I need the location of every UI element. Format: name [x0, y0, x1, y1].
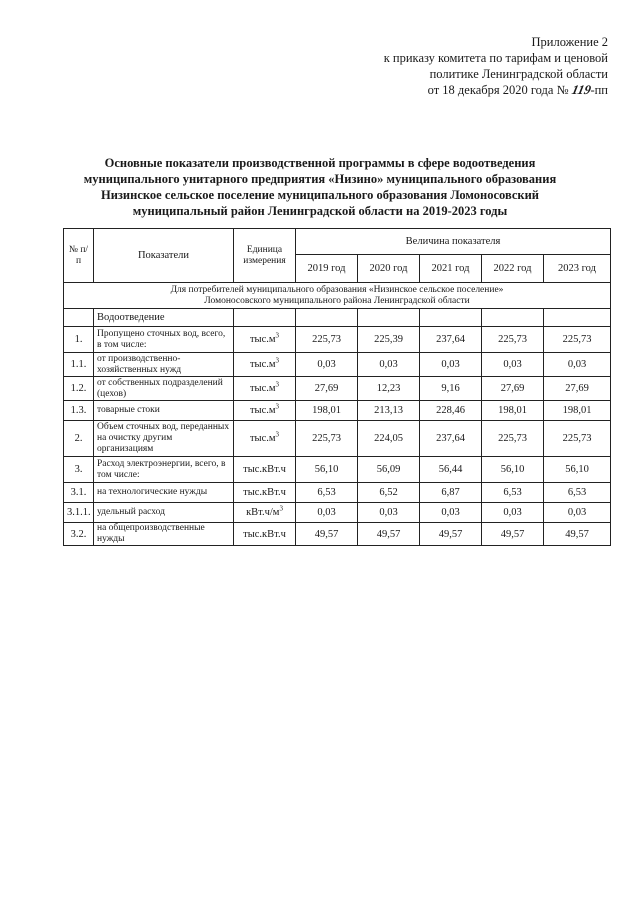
row-unit — [234, 421, 296, 457]
header-num: № п/п — [64, 229, 94, 283]
row-unit — [234, 483, 296, 503]
row-value: 0,03 — [482, 503, 544, 523]
unit-superscript: 3 — [275, 430, 280, 439]
row-indicator: товарные стоки — [94, 401, 234, 421]
row-value: 49,57 — [544, 523, 611, 546]
row-value: 213,13 — [358, 401, 420, 421]
row-value: 225,73 — [296, 327, 358, 353]
table-row — [64, 503, 611, 523]
header-indicator: Показатели — [94, 229, 234, 283]
document-title — [40, 155, 600, 219]
row-value: 56,10 — [296, 457, 358, 483]
row-value: 225,73 — [544, 421, 611, 457]
row-indicator: от производственно-хозяйственных нужд — [94, 353, 234, 377]
table-row — [64, 523, 611, 546]
row-value: 225,39 — [358, 327, 420, 353]
row-value: 6,53 — [296, 483, 358, 503]
table-row — [64, 457, 611, 483]
table-row — [64, 483, 611, 503]
row-value: 27,69 — [296, 377, 358, 401]
row-value: 0,03 — [482, 353, 544, 377]
row-value: 198,01 — [544, 401, 611, 421]
row-indicator: на общепроизводственные нужды — [94, 523, 234, 546]
row-unit — [234, 377, 296, 401]
row-value: 49,57 — [296, 523, 358, 546]
header-value-group: Величина показателя — [296, 229, 611, 255]
row-value: 0,03 — [544, 503, 611, 523]
row-value: 49,57 — [420, 523, 482, 546]
header-year: 2023 год — [544, 255, 611, 283]
unit-superscript: 3 — [275, 331, 280, 340]
row-value: 56,10 — [482, 457, 544, 483]
row-value: 198,01 — [296, 401, 358, 421]
row-num: 1.1. — [64, 353, 94, 377]
subsection-label: Водоотведение — [94, 309, 234, 327]
order-number: 119 — [570, 82, 593, 97]
row-num: 1.3. — [64, 401, 94, 421]
row-value: 224,05 — [358, 421, 420, 457]
row-value: 6,52 — [358, 483, 420, 503]
row-unit — [234, 457, 296, 483]
annex-line-1: Приложение 2 — [531, 35, 608, 49]
table-row — [64, 353, 611, 377]
row-num: 1.2. — [64, 377, 94, 401]
row-unit — [234, 523, 296, 546]
annex-header — [308, 34, 608, 98]
row-value: 225,73 — [544, 327, 611, 353]
row-value: 0,03 — [296, 353, 358, 377]
row-indicator: на технологические нужды — [94, 483, 234, 503]
title-line-4: муниципальный район Ленинградской области на 2019-2023 годы — [132, 204, 508, 218]
row-value: 6,53 — [544, 483, 611, 503]
title-line-1: Основные показатели производственной программы в сфере водоотведения — [104, 156, 536, 170]
row-value: 0,03 — [358, 353, 420, 377]
unit-superscript: 3 — [275, 380, 280, 389]
row-value: 49,57 — [358, 523, 420, 546]
section-title — [64, 283, 611, 309]
row-value: 198,01 — [482, 401, 544, 421]
annex-line-2: к приказу комитета по тарифам и ценовой — [383, 51, 608, 65]
row-value: 12,23 — [358, 377, 420, 401]
row-value: 6,87 — [420, 483, 482, 503]
unit-text: тыс.кВт.ч — [243, 464, 286, 475]
section-title-line-2: Ломоносовского муниципального района Ленинградской области — [204, 295, 470, 306]
row-value: 0,03 — [544, 353, 611, 377]
header-unit: Единица измерения — [234, 229, 296, 283]
section-title-line-1: Для потребителей муниципального образования «Низинское сельское поселение» — [170, 284, 504, 295]
row-value: 237,64 — [420, 327, 482, 353]
unit-text: тыс.м — [249, 359, 276, 370]
table-row — [64, 377, 611, 401]
row-value: 0,03 — [420, 353, 482, 377]
row-unit — [234, 327, 296, 353]
title-line-2: муниципального унитарного предприятия «Низино» муниципального образования — [83, 172, 557, 186]
row-value: 0,03 — [358, 503, 420, 523]
unit-text: тыс.кВт.ч — [243, 487, 286, 498]
annex-date-prefix: от 18 декабря 2020 года № — [427, 83, 569, 97]
row-num: 3. — [64, 457, 94, 483]
unit-superscript: 3 — [275, 356, 280, 365]
row-value: 225,73 — [482, 327, 544, 353]
row-value: 225,73 — [482, 421, 544, 457]
order-suffix: -пп — [590, 83, 608, 97]
row-indicator: удельный расход — [94, 503, 234, 523]
row-value: 27,69 — [544, 377, 611, 401]
header-year: 2021 год — [420, 255, 482, 283]
header-year: 2020 год — [358, 255, 420, 283]
row-indicator: Расход электроэнергии, всего, в том числе: — [94, 457, 234, 483]
unit-text: тыс.м — [249, 405, 276, 416]
header-year: 2019 год — [296, 255, 358, 283]
row-num: 1. — [64, 327, 94, 353]
unit-text: тыс.м — [249, 433, 276, 444]
title-line-3: Низинское сельское поселение муниципального образования Ломоносовский — [100, 188, 540, 202]
unit-superscript: 3 — [279, 504, 283, 513]
unit-text: кВт.ч/м — [246, 507, 280, 518]
row-num: 3.1. — [64, 483, 94, 503]
row-indicator: Пропущено сточных вод, всего, в том числе: — [94, 327, 234, 353]
table-row — [64, 327, 611, 353]
unit-superscript: 3 — [275, 402, 280, 411]
row-value: 49,57 — [482, 523, 544, 546]
row-num: 3.2. — [64, 523, 94, 546]
row-value: 6,53 — [482, 483, 544, 503]
table-row — [64, 401, 611, 421]
row-num: 2. — [64, 421, 94, 457]
row-value: 0,03 — [296, 503, 358, 523]
annex-line-4 — [308, 82, 608, 98]
header-year: 2022 год — [482, 255, 544, 283]
row-value: 0,03 — [420, 503, 482, 523]
unit-text: тыс.м — [249, 383, 276, 394]
row-value: 56,10 — [544, 457, 611, 483]
row-value: 228,46 — [420, 401, 482, 421]
unit-text: тыс.м — [249, 334, 276, 345]
row-unit — [234, 353, 296, 377]
row-num: 3.1.1. — [64, 503, 94, 523]
row-value: 56,09 — [358, 457, 420, 483]
row-unit — [234, 401, 296, 421]
row-indicator: от собственных подразделений (цехов) — [94, 377, 234, 401]
table-row — [64, 421, 611, 457]
annex-line-3: политике Ленинградской области — [429, 67, 608, 81]
row-value: 56,44 — [420, 457, 482, 483]
row-value: 9,16 — [420, 377, 482, 401]
row-value: 225,73 — [296, 421, 358, 457]
row-indicator: Объем сточных вод, переданных на очистку другим организациям — [94, 421, 234, 457]
row-value: 237,64 — [420, 421, 482, 457]
row-unit — [234, 503, 296, 523]
unit-text: тыс.кВт.ч — [243, 528, 286, 540]
row-value: 27,69 — [482, 377, 544, 401]
indicators-table — [63, 228, 611, 546]
